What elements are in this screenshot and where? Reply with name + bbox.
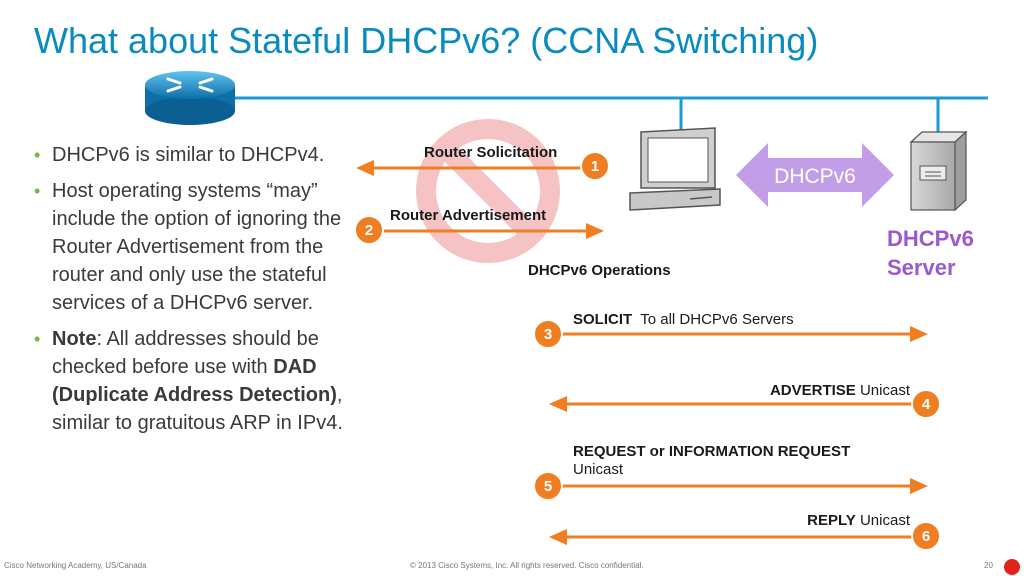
cisco-logo-dot bbox=[1004, 559, 1020, 575]
step-badge-5 bbox=[534, 472, 562, 500]
dad-term: DAD (Duplicate Address Detection) bbox=[52, 356, 337, 406]
step-badge-3 bbox=[534, 320, 562, 348]
solicit-label bbox=[573, 311, 794, 328]
step-badge-4 bbox=[912, 390, 940, 418]
dhcpv6-server-label bbox=[887, 224, 974, 282]
router-solicitation-label: Router Solicitation bbox=[424, 144, 558, 161]
arrowhead bbox=[586, 223, 604, 239]
svg-text:6: 6 bbox=[921, 528, 931, 545]
footer-copyright: © 2013 Cisco Systems, Inc. All rights reserved. Cisco confidential. bbox=[410, 561, 644, 570]
arrowhead bbox=[549, 529, 567, 545]
reply-text: Unicast bbox=[859, 512, 910, 529]
arrowhead bbox=[910, 478, 928, 494]
note-label: Note bbox=[52, 328, 97, 350]
reply-bold: REPLY bbox=[807, 512, 856, 529]
bullet-text: Host operating systems “may” include the option of ignoring the Router Advertisement from the router and only use the stateful services of a DHCPv6 server. bbox=[52, 180, 342, 314]
svg-text:5: 5 bbox=[543, 478, 553, 495]
router-icon bbox=[145, 71, 235, 125]
bullet-text: , similar to gratuitous ARP in IPv4. bbox=[52, 384, 343, 434]
slide-title: What about Stateful DHCPv6? (CCNA Switching) bbox=[34, 20, 819, 61]
bullet-text: DHCPv6 is similar to DHCPv4. bbox=[52, 144, 325, 166]
svg-text:1: 1 bbox=[590, 158, 600, 175]
server-label-line1: DHCPv6 bbox=[887, 226, 974, 251]
arrowhead bbox=[910, 326, 928, 342]
network-lines bbox=[230, 98, 988, 135]
request-label bbox=[573, 443, 850, 479]
solicit-bold: SOLICIT bbox=[573, 311, 633, 328]
arrowhead bbox=[549, 396, 567, 412]
solicit-text: To all DHCPv6 Servers bbox=[640, 311, 794, 328]
step-badge-6 bbox=[912, 522, 940, 550]
svg-text:4: 4 bbox=[921, 396, 931, 413]
advertise-text: Unicast bbox=[859, 382, 910, 399]
reply-label bbox=[807, 512, 910, 529]
operations-label: DHCPv6 Operations bbox=[528, 262, 671, 279]
advertise-label bbox=[770, 382, 910, 399]
svg-text:2: 2 bbox=[364, 222, 374, 239]
server-icon bbox=[911, 132, 966, 210]
svg-text:3: 3 bbox=[543, 326, 553, 343]
dhcpv6-arrow-label: DHCPv6 bbox=[774, 165, 856, 188]
bullet-text: : All addresses should be checked before use with bbox=[52, 328, 319, 378]
server-label-line2: Server bbox=[887, 255, 956, 280]
step-badge-2 bbox=[355, 216, 383, 244]
double-arrow-icon bbox=[736, 143, 894, 207]
advertise-bold: ADVERTISE bbox=[769, 382, 856, 399]
page-number: 20 bbox=[984, 561, 993, 570]
footer-left: Cisco Networking Academy, US/Canada bbox=[4, 561, 147, 570]
router-advertisement-label: Router Advertisement bbox=[390, 207, 547, 224]
step-badge-1 bbox=[581, 152, 609, 180]
request-text: Unicast bbox=[573, 461, 624, 478]
computer-icon bbox=[630, 128, 720, 210]
request-bold: REQUEST or INFORMATION REQUEST bbox=[573, 443, 851, 460]
arrowhead bbox=[356, 160, 374, 176]
